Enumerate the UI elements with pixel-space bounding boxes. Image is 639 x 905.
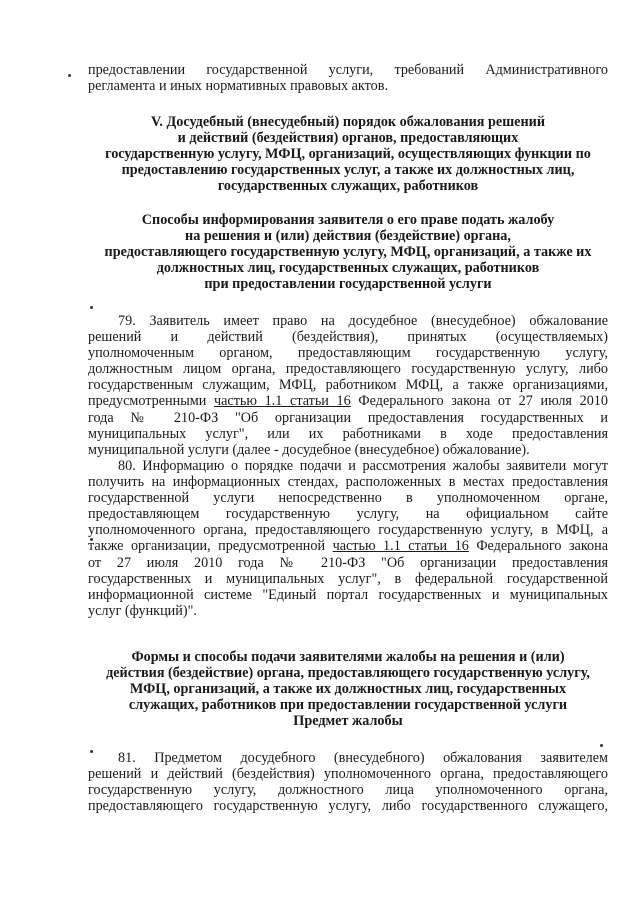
text-line: государственную услугу, должностного лица уполномоченного органа, [88,782,608,799]
text-line: предоставляющем государственную услугу, на официальном сайте [88,506,608,523]
heading-line: государственных служащих, работников [217,178,479,195]
text-fragment: предусмотренными [88,393,214,410]
text-line: должностным лицом органа, предоставляющего государственную услугу, либо [88,361,608,378]
law-reference-link[interactable]: частью 1.1 статьи 16 [332,538,469,555]
heading-line: МФЦ, организаций, а также их должностных лиц, государственных [129,681,567,698]
text-fragment: также организации, предусмотренной [88,538,333,555]
text-line: государственных и муниципальных услуг", в федеральной государственной [88,570,608,587]
text-line: услуг (функций)". [88,602,197,619]
text-line: муниципальной услуги (далее - досудебное (внесудебное) обжалование). [88,441,530,458]
text-line: от 27 июля 2010 года № 210-ФЗ "Об организации предоставления [88,554,608,571]
heading-line: при предоставлении государственной услуги [204,276,492,293]
intro-paragraph [88,62,608,94]
paragraph-80 [88,458,608,619]
heading-line: служащих, работников при предоставлении государственной услуги [128,697,568,714]
text-line: решений и действий (бездействия) уполномоченного органа, предоставляющего [88,766,608,783]
subsection-heading [88,212,608,292]
heading-line: государственную услугу, МФЦ, организаций, осуществляющих функции по [105,146,591,163]
heading-line: и действий (бездействия) органов, предоставляющих [177,130,519,147]
heading-line: действия (бездействие) органа, предоставляющего государственную услугу, [106,665,590,682]
text-line: 79. Заявитель имеет право на досудебное (внесудебное) обжалование [118,313,608,329]
subsection-heading [88,649,608,729]
text-line: муниципальных услуг", или их работниками в ходе предоставления [88,425,608,442]
text-line: решений и действий (бездействия), принятых (осуществляемых) [88,329,608,346]
text-line: государственным служащим, МФЦ, работником МФЦ, а также организациями, [88,377,608,394]
text-line: года № 210-ФЗ "Об организации предоставления государственных и [88,409,608,426]
heading-line: на решения и (или) действия (бездействие) органа, [185,228,511,245]
text-line: уполномоченного органа, предоставляющего государственную услугу, в МФЦ, а [88,522,608,539]
scan-mark [90,306,93,309]
text-fragment: Федерального закона от 27 июля 2010 [350,393,608,410]
text-line: государственной услуги непосредственно в уполномоченном органе, [88,490,608,507]
heading-line: Предмет жалобы [293,713,403,730]
paragraph-81 [88,750,608,814]
heading-line: Формы и способы подачи заявителями жалобы на решения и (или) [131,649,565,665]
section-heading [88,114,608,194]
text-line: получить на информационных стендах, расположенных в местах предоставления [88,474,608,491]
text-line: уполномоченным органом, предоставляющим государственную услугу, [88,345,608,362]
heading-line: должностных лиц, государственных служащих, работников [156,260,540,277]
heading-line: Способы информирования заявителя о его праве подать жалобу [141,212,555,228]
text-line: информационной системе "Единый портал государственных и муниципальных [88,586,608,603]
text-fragment: Федерального закона [468,538,608,555]
heading-line: предоставляющего государственную услугу, МФЦ, организаций, а также их [104,244,592,261]
text-line: 81. Предметом досудебного (внесудебного) обжалования заявителем [118,750,608,766]
text-line [88,538,608,554]
heading-line: V. Досудебный (внесудебный) порядок обжалования решений [151,114,545,130]
scan-mark [600,744,603,747]
law-reference-link[interactable]: частью 1.1 статьи 16 [214,393,351,410]
text-line: регламента и иных нормативных правовых актов. [88,78,388,95]
paragraph-79 [88,313,608,458]
text-line: предоставляющего государственную услугу, либо государственного служащего, [88,798,608,815]
heading-line: предоставлению государственных услуг, а также их должностных лиц, [121,162,575,179]
text-line: 80. Информацию о порядке подачи и рассмотрения жалобы заявители могут [118,458,608,474]
text-line: предоставлении государственной услуги, требований Административного [88,62,608,78]
scan-mark [68,74,71,77]
text-line [88,393,608,409]
